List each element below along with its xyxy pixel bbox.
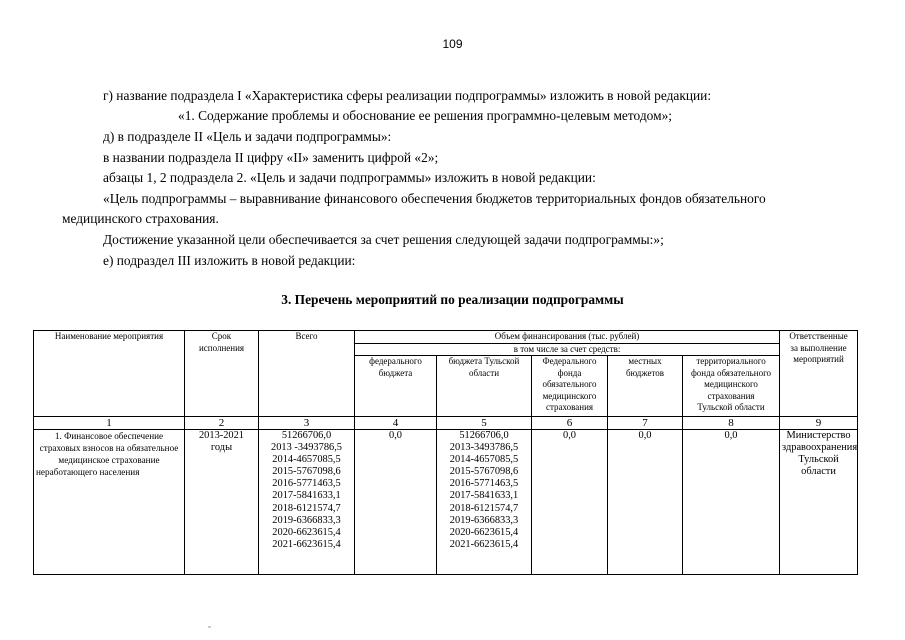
measure-tula: 51266706,0 2013-3493786,5 2014-4657085,5 2015-5767098,6 2016-5771463,5 2017-5841633,1 2018-6121574,7 2019-6366833,3 2020-6623615,4 2021-6623615,4 (437, 430, 532, 575)
header-including: в том числе за счет средств: (355, 343, 780, 356)
header-federal: федерального бюджета (355, 356, 437, 417)
paragraph-quote-1: «1. Содержание проблемы и обоснование ее решения программно-целевым методом»; (178, 108, 672, 123)
measure-tfoms: 0,0 (683, 430, 780, 575)
measures-table (33, 330, 858, 575)
scan-mark (208, 626, 211, 628)
column-number: 3 (259, 417, 355, 430)
header-local: местных бюджетов (608, 356, 683, 417)
header-funding: Объем финансирования (тыс. рублей) (355, 331, 780, 344)
table-row (34, 430, 858, 575)
measure-ffoms: 0,0 (532, 430, 608, 575)
paragraph-item-g: г) название подраздела I «Характеристика сферы реализации подпрограммы» изложить в новой редакции: (103, 88, 712, 103)
measure-name: 1. Финансовое обеспечение страховых взносов на обязательное медицинское страхование неработающего населения (34, 430, 185, 575)
column-number: 9 (780, 417, 858, 430)
column-number: 7 (608, 417, 683, 430)
column-number: 5 (437, 417, 532, 430)
paragraph-goal: «Цель подпрограммы – выравнивание финансового обеспечения бюджетов территориальных фондов обязательного (103, 191, 766, 206)
column-number: 8 (683, 417, 780, 430)
header-period: Срок исполнения (185, 331, 259, 417)
paragraph-achievement: Достижение указанной цели обеспечивается за счет решения следующей задачи подпрограммы:»; (103, 232, 664, 247)
header-name: Наименование мероприятия (34, 331, 185, 417)
measure-period: 2013-2021 годы (185, 430, 259, 575)
header-ffoms: Федерального фонда обязательного медицинского страхования (532, 356, 608, 417)
paragraph-goal-cont: медицинского страхования. (62, 211, 219, 226)
header-responsible: Ответственные за выполнение мероприятий (780, 331, 858, 417)
page-number: 109 (442, 37, 463, 51)
paragraph-item-d: д) в подразделе II «Цель и задачи подпрограммы»: (103, 129, 392, 144)
measure-responsible: Министерство здравоохранения Тульской области (780, 430, 858, 575)
header-tula: бюджета Тульской области (437, 356, 532, 417)
paragraph-item-e: е) подраздел III изложить в новой редакции: (103, 253, 356, 268)
header-tfoms: территориального фонда обязательного медицинского страхования Тульской области (683, 356, 780, 417)
measure-federal: 0,0 (355, 430, 437, 575)
column-number: 1 (34, 417, 185, 430)
measure-local: 0,0 (608, 430, 683, 575)
column-number: 6 (532, 417, 608, 430)
paragraph-rename: в названии подраздела II цифру «II» заменить цифрой «2»; (103, 150, 439, 165)
header-total: Всего (259, 331, 355, 417)
paragraph-abzacy: абзацы 1, 2 подраздела 2. «Цель и задачи подпрограммы» изложить в новой редакции: (103, 170, 596, 185)
measure-total: 51266706,0 2013 -3493786,5 2014-4657085,5 2015-5767098,6 2016-5771463,5 2017-5841633,1 2018-6121574,7 2019-6366833,3 2020-6623615,4 2021-6623615,4 (259, 430, 355, 575)
section-title: 3. Перечень мероприятий по реализации подпрограммы (281, 292, 624, 307)
column-number: 4 (355, 417, 437, 430)
column-number: 2 (185, 417, 259, 430)
